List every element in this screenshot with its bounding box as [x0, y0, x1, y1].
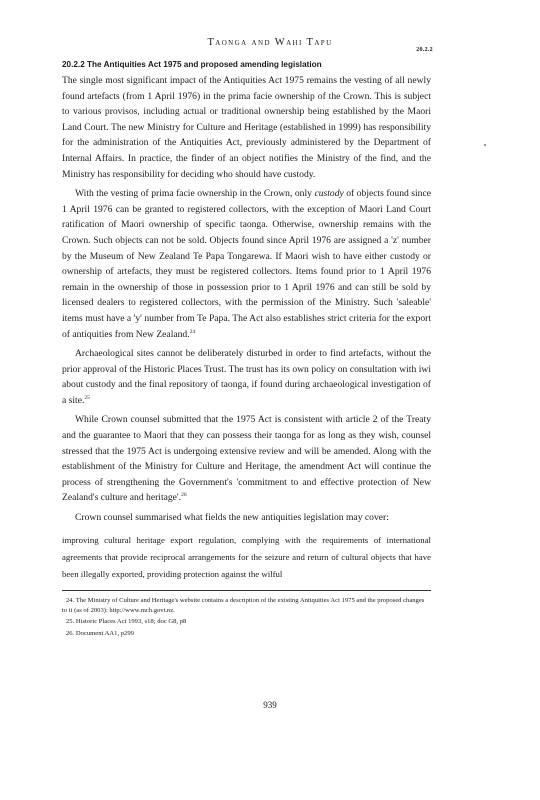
paragraph-1: The single most significant impact of the Antiquities Act 1975 remains the vesting of all newly found artefacts (from 1 April 1976) in the prima facie ownership of the Crown. This is subject to various provisos, including actual or traditional ownership being established by the Maori Land Court. The new Ministry for Culture and Heritage (established in 1999) has responsibility for the administration of the Antiquities Act, previously administered by the Department of Internal Affairs. In practice, the finder of an object notifies the Ministry of the find, and the Ministry has responsibility for deciding who should have custody. [62, 75, 431, 180]
block-quote: improving cultural heritage export regulation, complying with the requirements of international agreements that provide reciprocal arrangements for the seizure and return of cultural objects that have been illegally exported, providing protection against the wilful [62, 534, 431, 579]
paragraph-4 [62, 412, 431, 506]
paragraph-2 [62, 186, 431, 342]
paragraph-3 [62, 346, 431, 408]
footnote-ref-26[interactable]: 26 [181, 492, 187, 499]
footnotes [62, 596, 431, 640]
paragraph-4-text: While Crown counsel submitted that the 1975 Act is consistent with article 2 of the Treaty and the guarantee to Maori that they can possess their taonga for as long as they wish, counsel stressed that the 1975 Act is undergoing extensive review and will be amended. Along with the establishment of the Ministry for Culture and Heritage, the amendment Act will continue the process of strengthening the Government's 'commitment to and effective protection of New Zealand's culture and heritage'. [62, 414, 431, 504]
paragraph-2-emphasis: custody [314, 188, 344, 200]
page-number: 939 [263, 700, 277, 710]
footnote-26: 26. Document AA1, p299 [66, 629, 134, 637]
section-heading: 20.2.2 The Antiquities Act 1975 and proposed amending legislation [62, 60, 322, 69]
body-text [62, 58, 431, 583]
footnote-24: 24. The Ministry of Culture and Heritage's website contains a description of the existing Antiquities Act 1975 and the proposed changes to it (as of 2003): http://www.mch.govt.nz. [62, 597, 425, 614]
paragraph-2-text-a: With the vesting of prima facie ownership in the Crown, only [75, 188, 315, 200]
footnote-divider [62, 590, 431, 591]
section-reference: 20.2.2 [416, 47, 433, 53]
paragraph-2-text-b: of objects found since 1 April 1976 can be granted to registered collectors, with the exception of Maori Land Court ratification of Maori ownership of specific taonga. Otherwise, ownership remains with the Crown. Such objects can not be sold. Objects found since April 1976 are assigned a 'z' number by the Museum of New Zealand Te Papa Tongarewa. If Maori wish to have either custody or ownership of artefacts, they must be registered collectors. Items found prior to 1 April 1976 remain in the ownership of those in possession prior to 1 April 1976 and can still be sold by licensed dealers to registered collectors, with the permission of the Ministry. Such 'saleable' items must have a 'y' number from Te Papa. The Act also establishes strict criteria for the export of antiquities from New Zealand. [62, 188, 432, 340]
paragraph-3-text: Archaeological sites cannot be deliberately disturbed in order to find artefacts, without the prior approval of the Historic Places Trust. The trust has its own policy on consultation with iwi about custody and the final repository of taonga, if found during archaeological investigation of a site. [62, 348, 431, 406]
running-head: Taonga and Wahi Tapu [207, 37, 333, 48]
footnote-ref-25[interactable]: 25 [84, 394, 90, 401]
footnote-ref-24[interactable]: 24 [189, 328, 196, 335]
footnote-25: 25. Historic Places Act 1993, s18; doc G8, p8 [66, 618, 187, 626]
paragraph-5: Crown counsel summarised what fields the new antiquities legislation may cover: [75, 512, 389, 524]
margin-speck [484, 144, 486, 146]
